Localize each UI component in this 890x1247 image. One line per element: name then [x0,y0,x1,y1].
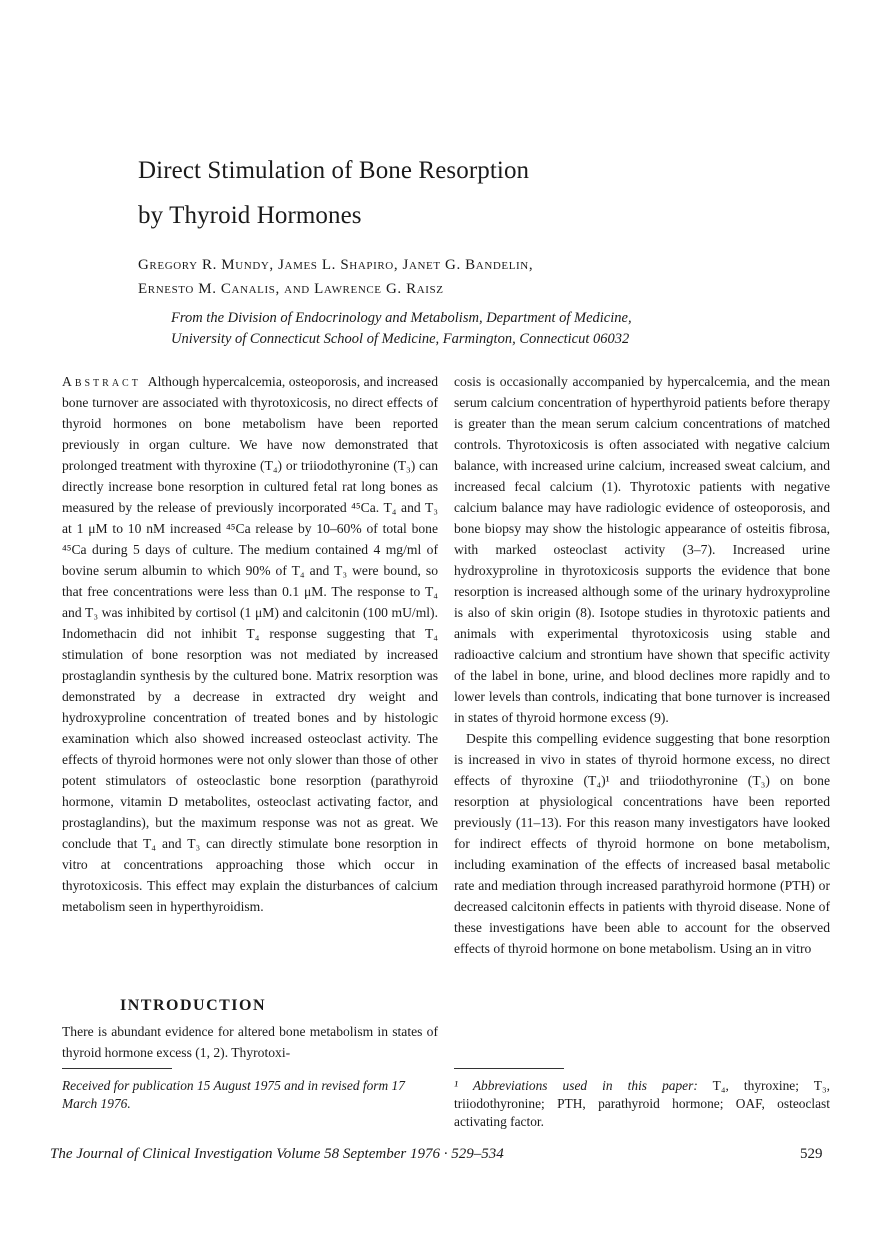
abstract-text: Although hypercalcemia, osteoporosis, and increased bone turnover are associated with thyrotoxicosis, no direct effects of thyroid hormones on bone metabolism have been reported previously in organ culture. We have now demonstrated that prolonged treatment with thyroxine (T₄) or triiodothyronine (T₃) can directly increase bone resorption in cultured fetal rat long bones as measured by the release of previously incorporated ⁴⁵Ca. T₄ and T₃ at 1 μM to 10 nM increased ⁴⁵Ca release by 10–60% of total bone ⁴⁵Ca during 5 days of culture. The medium contained 4 mg/ml of bovine serum albumin to which 90% of T₄ and T₃ were bound, so that free concentrations were less than 0.1 μM. The response to T₄ and T₃ was inhibited by cortisol (1 μM) and calcitonin (100 mU/ml). Indomethacin did not inhibit T₄ response suggesting that T₄ stimulation of bone resorption was not mediated by increased prostaglandin synthesis by the cultured bone. Matrix resorption was demonstrated by a decrease in extracted dry weight and hydroxyproline concentration of treated bones and by histologic examination which also showed increased osteoclast activity. The effects of thyroid hormones were not only slower than those of other potent stimulators of osteoclastic bone resorption (parathyroid hormone, vitamin D metabolites, osteoclast activating factor, and prostaglandins), but the maximum response was not as great. We conclude that T₄ and T₃ can directly stimulate bone resorption in vitro at concentrations approaching those which occur in thyrotoxicosis. This effect may explain the disturbances of calcium metabolism seen in hyperthyroidism. [62,374,438,914]
body-paragraph-2: Despite this compelling evidence suggesting that bone resorption is increased in vivo in states of thyroid hormone excess, no direct effects of thyroxine (T₄)¹ and triiodothyronine (T₃) on bone resorption at physiological concentrations have been reported previously (11–13). For this reason many investigators have looked for indirect effects of thyroid hormone on bone metabolism, including examination of the effects of increased basal metabolic rate and mediation through increased parathyroid hormone (PTH) or decreased calcitonin effects in patients with thyroid disease. None of these investigations have been able to account for the observed effects of thyroid hormone on bone metabolism. Using an in vitro [454,731,830,956]
abstract-column [62,371,438,917]
paper-title-line-1: Direct Stimulation of Bone Resorption [138,157,530,184]
right-column [454,371,830,959]
footnote-rule-left [62,1068,172,1069]
affiliation-line-1: From the Division of Endocrinology and Metabolism, Department of Medicine, [171,310,632,326]
page-number: 529 [800,1146,823,1162]
authors-line-1: Gregory R. Mundy, James L. Shapiro, Janet G. Bandelin, [138,257,534,273]
abbreviations-footnote [454,1077,830,1131]
introduction-heading: INTRODUCTION [120,997,267,1014]
journal-citation: The Journal of Clinical Investigation Volume 58 September 1976 · 529–534 [50,1146,504,1162]
abstract-heading: Abstract [62,374,141,389]
body-paragraph-1: cosis is occasionally accompanied by hypercalcemia, and the mean serum calcium concentration of hyperthyroid patients before therapy is greater than the mean serum calcium concentrations of matched controls. Thyrotoxicosis is often associated with negative calcium balance, with increased urine calcium, increased sweat calcium, and increased fecal calcium (1). Thyrotoxic patients with negative calcium balance may have radiologic evidence of osteoporosis, and bone biopsy may show the histologic appearance of osteitis fibrosa, with marked osteoclast activity (3–7). Increased urine hydroxyproline in thyrotoxicosis supports the evidence that bone resorption is increased although some of the urinary hydroxyproline is also of skin origin (8). Isotope studies in thyrotoxic patients and animals with experimental thyrotoxicosis using stable and radioactive calcium and strontium have shown that specific activity of the label in bone, urine, and blood declines more rapidly and to lower levels than controls, indicating that bone turnover is increased in states of thyroid hormone excess (9). [454,374,830,725]
footnote-rule-right [454,1068,564,1069]
footnote-label: ¹ Abbreviations used in this paper: [454,1078,698,1093]
affiliation-line-2: University of Connecticut School of Medicine, Farmington, Connecticut 06032 [171,331,630,347]
introduction-text: There is abundant evidence for altered bone metabolism in states of thyroid hormone excess (1, 2). Thyrotoxi- [62,1024,438,1060]
abstract [62,371,438,917]
authors-line-2: Ernesto M. Canalis, and Lawrence G. Raisz [138,281,444,297]
paper-title-line-2: by Thyroid Hormones [138,202,362,229]
received-note: Received for publication 15 August 1975 and in revised form 17 March 1976. [62,1078,405,1111]
footnote-text: T₄, thyroxine; T₃, triiodothyronine; PTH, parathyroid hormone; OAF, osteoclast activating factor. [454,1078,831,1129]
